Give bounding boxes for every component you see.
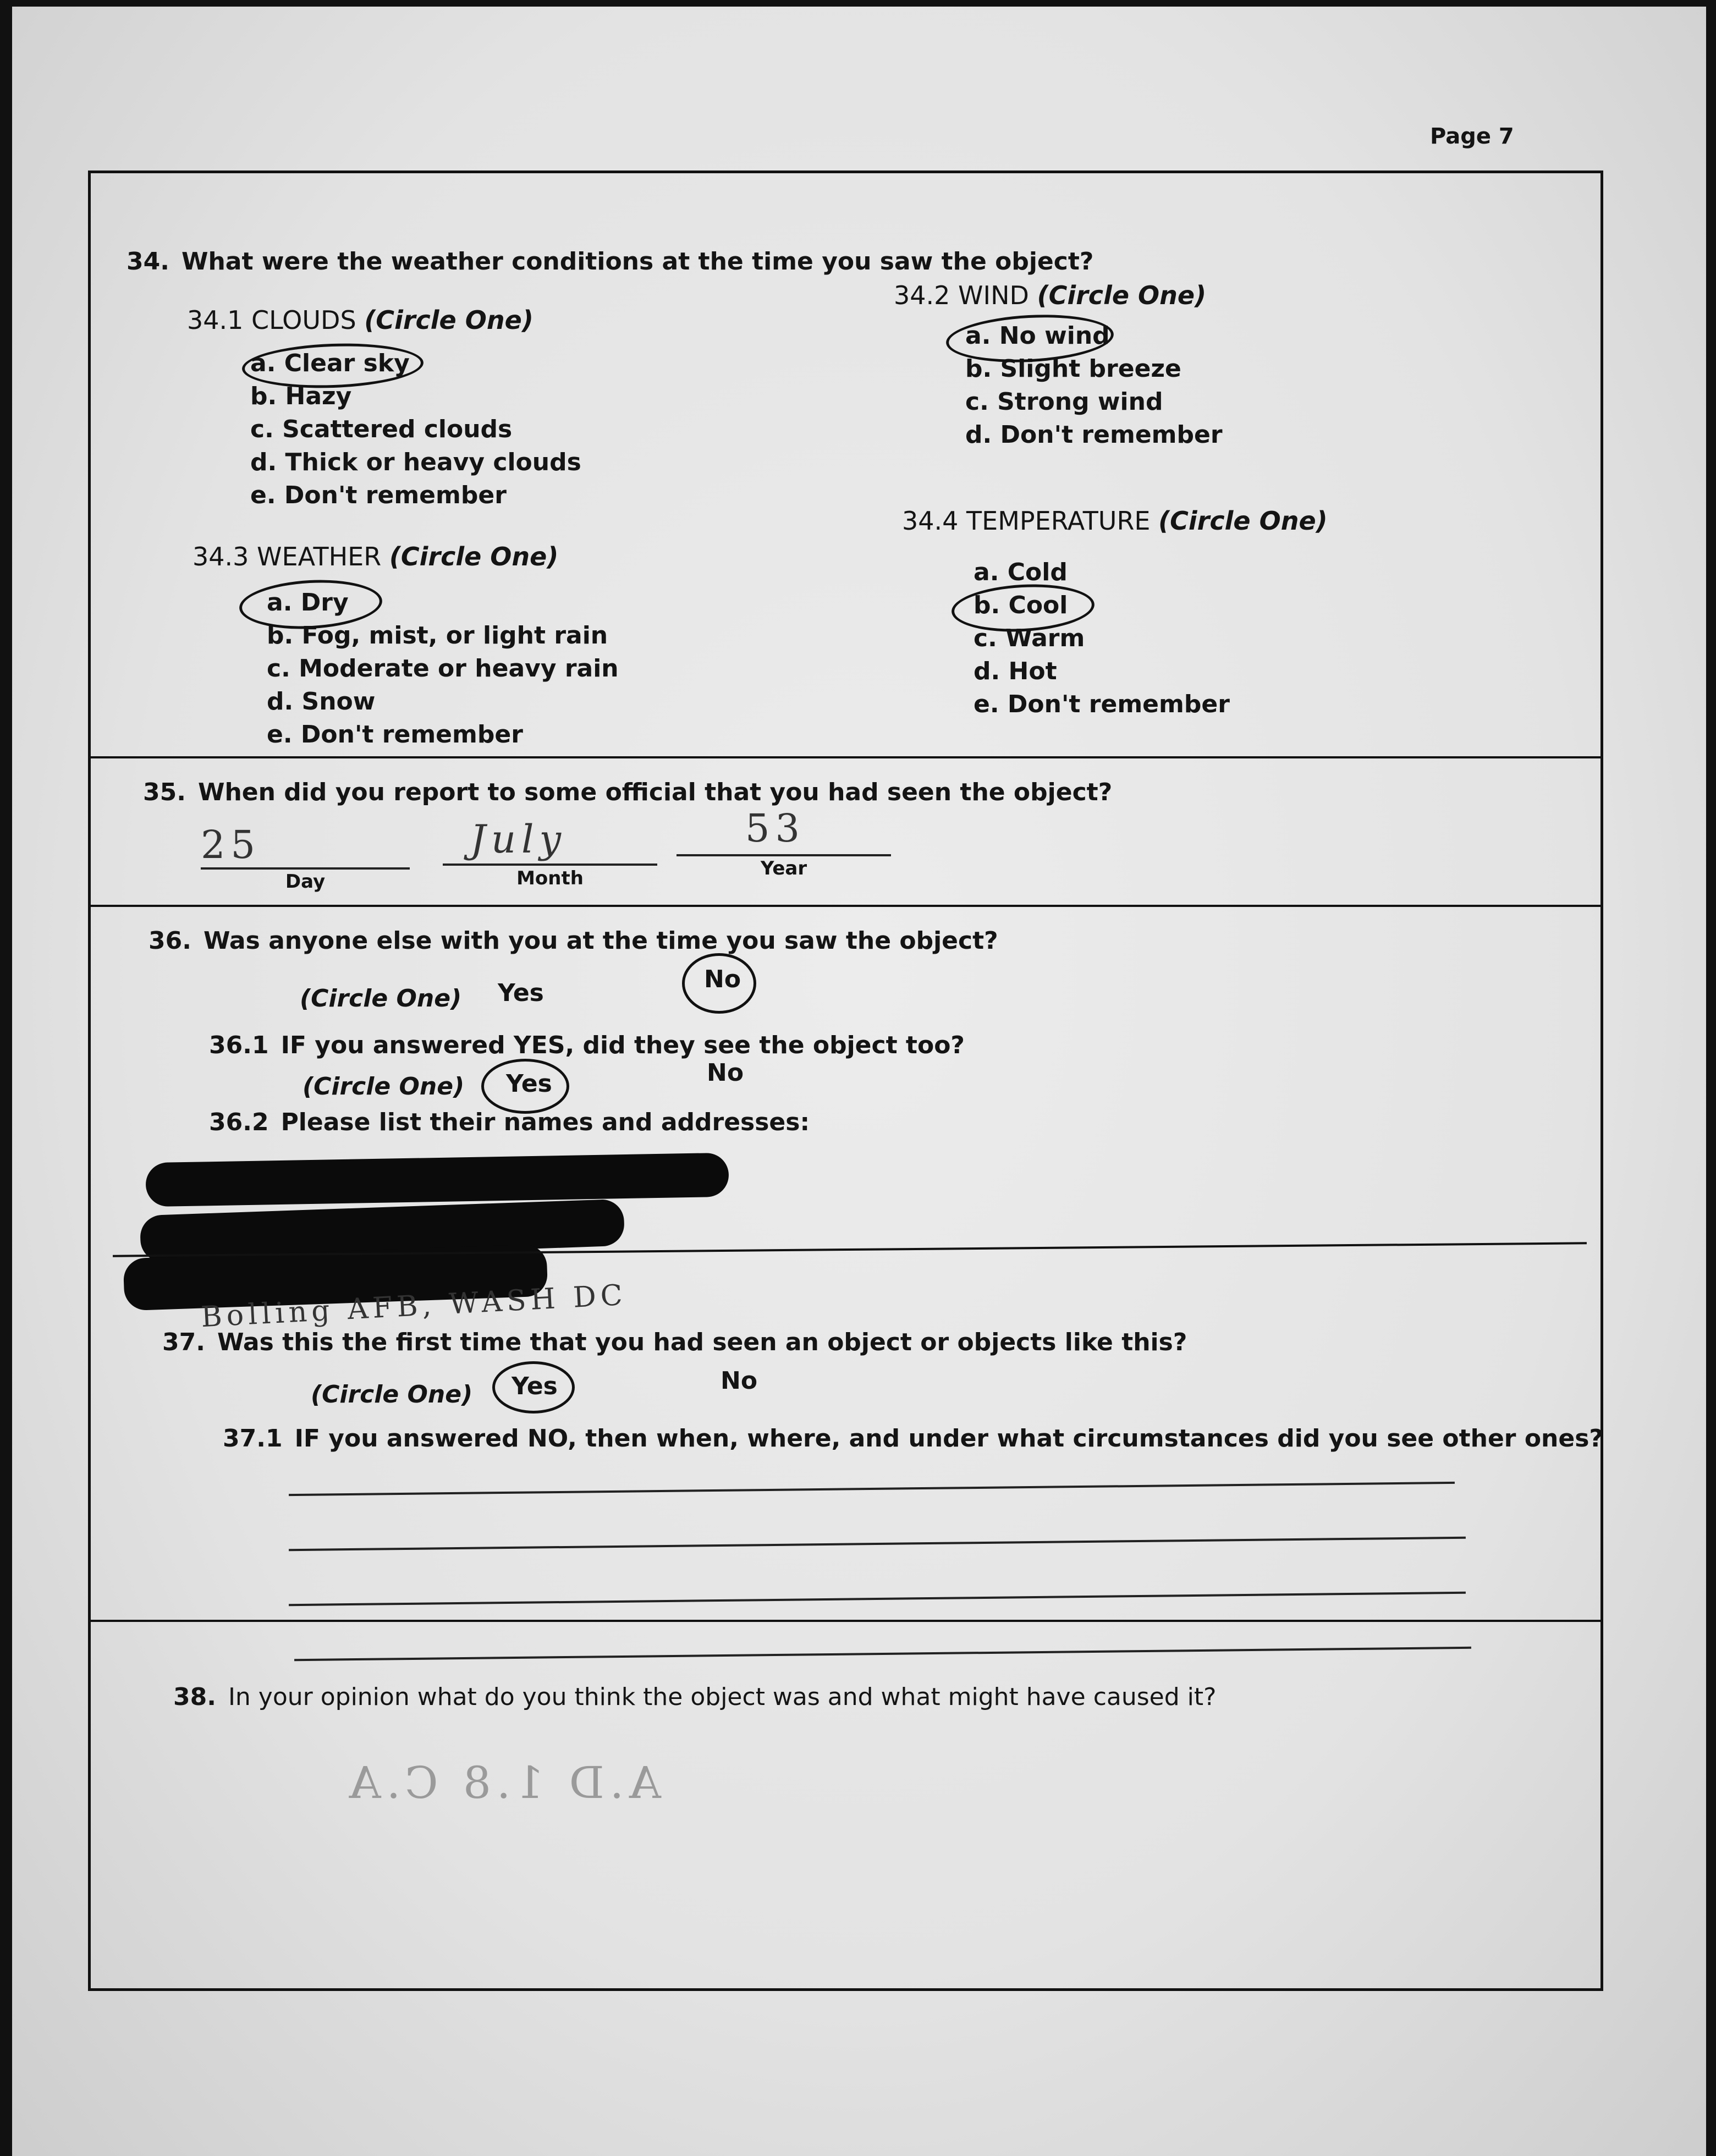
temperature-heading: 34.4 TEMPERATURE (Circle One)	[902, 506, 1328, 536]
q36-1-question: 36.1 IF you answered YES, did they see the object too?	[209, 1031, 965, 1059]
q35-year-value: 53	[745, 806, 806, 851]
wind-option[interactable]: d. Don't remember	[965, 421, 1223, 449]
q37-question: 37. Was this the first time that you had seen an object or objects like this?	[162, 1328, 1187, 1356]
q34-question: 34. What were the weather conditions at the time you saw the object?	[127, 248, 1094, 276]
q36-2-number: 36.2	[209, 1108, 269, 1136]
q36-no-option[interactable]: No	[704, 965, 741, 993]
q37-1-question: 37.1 IF you answered NO, then when, where, and under what circumstances did you see other ones?	[223, 1425, 1603, 1453]
wind-option[interactable]: a. No wind	[965, 322, 1110, 350]
separator	[91, 756, 1601, 758]
q37-no-option[interactable]: No	[721, 1367, 758, 1395]
wind-heading: 34.2 WIND (Circle One)	[894, 280, 1207, 310]
clouds-option[interactable]: d. Thick or heavy clouds	[250, 448, 581, 476]
weather-option[interactable]: e. Don't remember	[267, 721, 523, 749]
answer-line	[289, 1537, 1466, 1551]
q36-question: 36. Was anyone else with you at the time you saw the object?	[148, 927, 998, 955]
scan-border-left	[0, 0, 12, 2156]
weather-option[interactable]: d. Snow	[267, 688, 376, 716]
weather-option[interactable]: a. Dry	[267, 588, 349, 617]
q36-number: 36.	[148, 927, 191, 955]
q36-1-selection-circle	[481, 1059, 569, 1114]
q36-selection-circle	[682, 953, 756, 1014]
scan-border-top	[0, 0, 1716, 7]
temperature-option[interactable]: e. Don't remember	[974, 690, 1230, 718]
q37-yes-option[interactable]: Yes	[512, 1372, 558, 1400]
q34-number: 34.	[127, 248, 169, 276]
clouds-option[interactable]: a. Clear sky	[250, 349, 410, 377]
wind-option[interactable]: c. Strong wind	[965, 388, 1163, 416]
temperature-option[interactable]: a. Cold	[974, 558, 1068, 586]
clouds-option[interactable]: b. Hazy	[250, 382, 352, 410]
q37-1-number: 37.1	[223, 1425, 283, 1453]
clouds-option[interactable]: e. Don't remember	[250, 481, 507, 509]
q35-number: 35.	[143, 778, 186, 806]
q37-number: 37.	[162, 1328, 205, 1356]
q38-question: 38. In your opinion what do you think the object was and what might have caused it?	[173, 1683, 1217, 1711]
bleed-through-text: A.D 1.8 C.A	[344, 1757, 661, 1808]
page-number: Page 7	[1430, 124, 1514, 149]
answer-line	[289, 1482, 1455, 1496]
separator	[91, 1620, 1601, 1622]
q35-day-line	[201, 867, 410, 870]
separator	[91, 905, 1601, 907]
q35-question: 35. When did you report to some official that you had seen the object?	[143, 778, 1113, 806]
temperature-option[interactable]: b. Cool	[974, 591, 1068, 619]
weather-option[interactable]: c. Moderate or heavy rain	[267, 654, 619, 683]
clouds-option[interactable]: c. Scattered clouds	[250, 415, 513, 443]
clouds-heading: 34.1 CLOUDS (Circle One)	[187, 305, 534, 335]
questionnaire-form	[88, 170, 1603, 1991]
q37-instruction: (Circle One)	[311, 1380, 473, 1409]
q35-day-value: 25	[201, 822, 261, 867]
q36-1-instruction: (Circle One)	[302, 1072, 465, 1101]
answer-line	[294, 1647, 1471, 1661]
redaction-bar	[145, 1153, 729, 1207]
weather-heading: 34.3 WEATHER (Circle One)	[193, 542, 559, 571]
scan-border-right	[1706, 0, 1716, 2156]
answer-line	[289, 1592, 1466, 1606]
q36-instruction: (Circle One)	[300, 985, 462, 1013]
q37-selection-circle	[492, 1361, 575, 1414]
q35-month-value: July	[470, 817, 567, 862]
handwritten-address: Bolling AFB, WASH DC	[200, 1278, 628, 1334]
q35-month-label: Month	[516, 867, 584, 889]
q35-month-line	[443, 864, 657, 866]
wind-option[interactable]: b. Slight breeze	[965, 355, 1181, 383]
weather-option[interactable]: b. Fog, mist, or light rain	[267, 622, 608, 650]
temperature-option[interactable]: c. Warm	[974, 624, 1085, 652]
q35-year-label: Year	[760, 857, 807, 879]
clouds-selection-circle	[241, 340, 425, 391]
q35-year-line	[676, 854, 891, 856]
q36-yes-option[interactable]: Yes	[498, 979, 544, 1007]
q36-1-yes-option[interactable]: Yes	[506, 1070, 552, 1098]
q36-1-no-option[interactable]: No	[707, 1059, 744, 1087]
temperature-option[interactable]: d. Hot	[974, 657, 1057, 685]
q36-1-number: 36.1	[209, 1031, 269, 1059]
q35-day-label: Day	[285, 871, 326, 893]
q38-number: 38.	[173, 1683, 216, 1711]
q36-2-question: 36.2 Please list their names and addresses:	[209, 1108, 810, 1136]
